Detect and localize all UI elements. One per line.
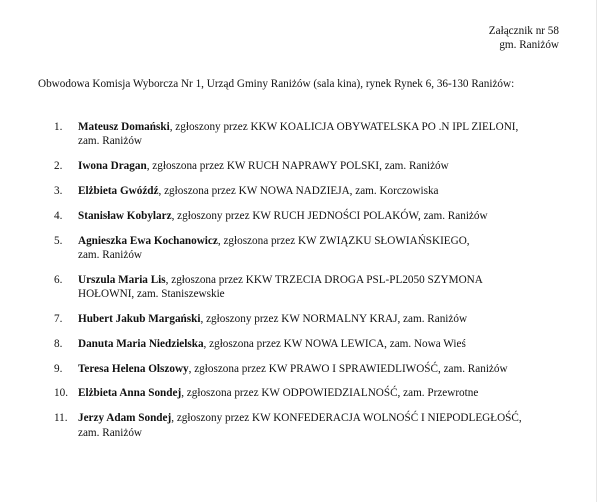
member-item	[0, 234, 597, 263]
member-details: , zgłoszony przez KKW KOALICJA OBYWATELSKA PO .N IPL ZIELONI,	[169, 121, 519, 133]
member-name: Urszula Maria Lis	[78, 273, 166, 286]
member-name: Jerzy Adam Sondej	[78, 412, 172, 425]
member-item	[0, 273, 597, 302]
member-line-2: zam. Raniżów	[78, 249, 142, 261]
member-name: Hubert Jakub Margański	[78, 313, 201, 325]
member-name: Mateusz Domański	[78, 121, 170, 133]
member-line-1	[78, 159, 567, 173]
member-number: 5.	[54, 234, 63, 247]
member-details: , zgłoszona przez KW NOWA LEWICA, zam. Nowa Wieś	[203, 337, 466, 350]
member-item	[0, 120, 597, 149]
member-line-1	[78, 312, 567, 326]
member-line-2: zam. Raniżów	[78, 135, 142, 148]
member-line-1	[78, 184, 567, 198]
member-details: , zgłoszona przez KW NOWA NADZIEJA, zam. Korczowiska	[158, 185, 439, 197]
member-item	[0, 411, 597, 440]
member-number: 11.	[54, 412, 68, 425]
member-line-1	[78, 273, 567, 287]
member-item	[0, 184, 597, 198]
member-number: 3.	[54, 185, 63, 197]
member-line-2: HOŁOWNI, zam. Staniszewskie	[78, 288, 225, 301]
attachment-number: Załącznik nr 58	[488, 25, 559, 37]
member-item	[0, 159, 597, 173]
members-list	[0, 120, 597, 450]
member-details: , zgłoszony przez KW RUCH JEDNOŚCI POLAKÓW, zam. Raniżów	[171, 209, 488, 222]
member-name: Agnieszka Ewa Kochanowicz	[78, 234, 218, 247]
member-line-2: zam. Raniżów	[78, 426, 142, 439]
member-details: , zgłoszona przez KKW TRZECIA DROGA PSL-PL2050 SZYMONA	[165, 273, 483, 286]
member-name: Elżbieta Gwóźdź	[78, 185, 159, 197]
member-item	[0, 362, 597, 376]
member-details: , zgłoszony przez KW KONFEDERACJA WOLNOŚĆ I NIEPODLEGŁOŚĆ,	[171, 412, 522, 425]
member-number: 10.	[54, 387, 68, 400]
member-details: , zgłoszona przez KW ODPOWIEDZIALNOŚĆ, zam. Przewrotne	[181, 387, 479, 400]
member-number: 6.	[54, 273, 63, 286]
commission-heading: Obwodowa Komisja Wyborcza Nr 1, Urząd Gminy Raniżów (sala kina), rynek Rynek 6, 36-130 Raniżów:	[38, 78, 515, 90]
member-line-1	[78, 120, 567, 134]
member-details: , zgłoszona przez KW RUCH NAPRAWY POLSKI, zam. Raniżów	[146, 160, 449, 173]
attachment-note	[489, 24, 559, 52]
member-number: 2.	[54, 160, 63, 173]
member-item	[0, 337, 597, 351]
member-number: 8.	[54, 337, 63, 350]
member-details: , zgłoszona przez KW PRAWO I SPRAWIEDLIWOŚĆ, zam. Raniżów	[188, 362, 508, 375]
member-name: Iwona Dragan	[78, 160, 147, 173]
member-line-1	[78, 209, 567, 223]
member-item	[0, 312, 597, 326]
member-item	[0, 209, 597, 223]
member-details: , zgłoszona przez KW ZWIĄZKU SŁOWIAŃSKIEGO,	[217, 234, 470, 247]
attachment-gmina: gm. Raniżów	[499, 39, 559, 51]
member-line-1	[78, 337, 567, 351]
member-details: , zgłoszony przez KW NORMALNY KRAJ, zam. Raniżów	[200, 313, 468, 325]
member-line-1	[78, 411, 567, 425]
member-number: 1.	[54, 121, 63, 133]
member-item	[0, 386, 597, 400]
member-number: 4.	[54, 209, 63, 222]
member-number: 7.	[54, 313, 63, 325]
member-name: Elżbieta Anna Sondej	[78, 387, 182, 400]
member-line-1	[78, 362, 567, 376]
member-line-1	[78, 234, 567, 248]
member-name: Stanisław Kobylarz	[78, 209, 172, 222]
member-line-1	[78, 386, 567, 400]
member-name: Teresa Helena Olszowy	[78, 362, 189, 375]
member-number: 9.	[54, 362, 63, 375]
member-name: Danuta Maria Niedzielska	[78, 337, 204, 350]
